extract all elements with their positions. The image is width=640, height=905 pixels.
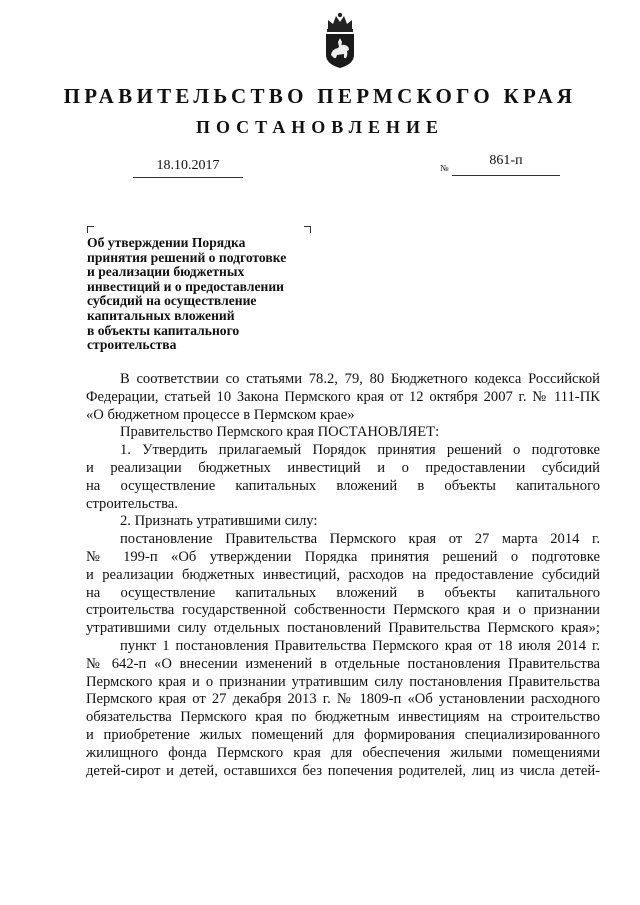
subject-line: и реализации бюджетных [87,264,245,280]
body-line: постановление Правительства Пермского края от 27 марта 2014 г. [120,531,600,548]
subject-line: в объекты капитального [87,322,240,338]
body-line: «О бюджетном процессе в Пермском крае» [86,406,355,423]
body-line: Пермского края от 27 декабря 2013 г. № 1809-п «Об установлении расходного [86,691,600,708]
body-line: 1. Утвердить прилагаемый Порядок принятия решений о подготовке [120,442,600,459]
document-date: 18.10.2017 [133,158,243,178]
body-line: 2. Признать утратившими силу: [120,513,318,530]
subject-line: капитальных вложений [87,307,235,323]
body-line: утратившими силу отдельных постановлений Правительства Пермского края»; [86,620,600,637]
body-line: В соответствии со статьями 78.2, 79, 80 Бюджетного кодекса Российской [120,371,600,387]
body-line: строительства государственной собственности Пермского края и о признании [86,602,600,619]
body-line: и приобретение жилых помещений для формирования специализированного [86,726,600,743]
document-body [86,371,600,780]
body-line: детей-сирот и детей, оставшихся без попечения родителей, лиц из числа детей- [86,762,600,779]
subject-line: Об утверждении Порядка [87,235,246,250]
body-line: на осуществление капитальных вложений в объекты капитального [86,477,600,494]
body-line: и реализации бюджетных инвестиций, расходов на предоставление субсидий [86,566,600,583]
subject-line: инвестиций и о предоставлении [87,278,284,294]
subject-line: строительства [87,337,177,353]
body-line: строительства. [86,495,178,512]
body-line: Правительство Пермского края ПОСТАНОВЛЯЕТ: [120,424,440,441]
body-line: пункт 1 постановления Правительства Пермского края от 18 июля 2014 г. [120,637,600,654]
number-label: № [440,163,449,173]
body-line: на осуществление капитальных вложений в объекты капитального [86,584,600,601]
body-line: № 199-п «Об утверждении Порядка принятия решений о подготовке [86,548,600,565]
body-line: Федерации, статьей 10 Закона Пермского края от 12 октября 2007 г. № 111-ПК [86,388,600,405]
subject-corner-mark-left [87,226,94,233]
coat-of-arms-icon [319,11,361,69]
body-line: обязательства Пермского края по бюджетным инвестициям на строительство [86,709,600,726]
subject-line: субсидий на осуществление [87,293,257,309]
body-line: жилищного фонда Пермского края для обеспечения жилыми помещениями [86,744,600,761]
subject-corner-mark-right [304,226,311,233]
document-type: ПОСТАНОВЛЕНИЕ [195,117,445,137]
document-subject [87,236,317,353]
subject-line: принятия решений о подготовке [87,249,287,265]
document-number: 861-п [452,153,560,176]
body-line: № 642-п «О внесении изменений в отдельные постановления Правительства [86,655,600,672]
organization-title: ПРАВИТЕЛЬСТВО ПЕРМСКОГО КРАЯ [63,84,577,108]
body-line: и реализации бюджетных инвестиций и о предоставлении субсидий [86,459,600,476]
body-line: Пермского края и о признании утратившим силу постановления Правительства [86,673,600,690]
